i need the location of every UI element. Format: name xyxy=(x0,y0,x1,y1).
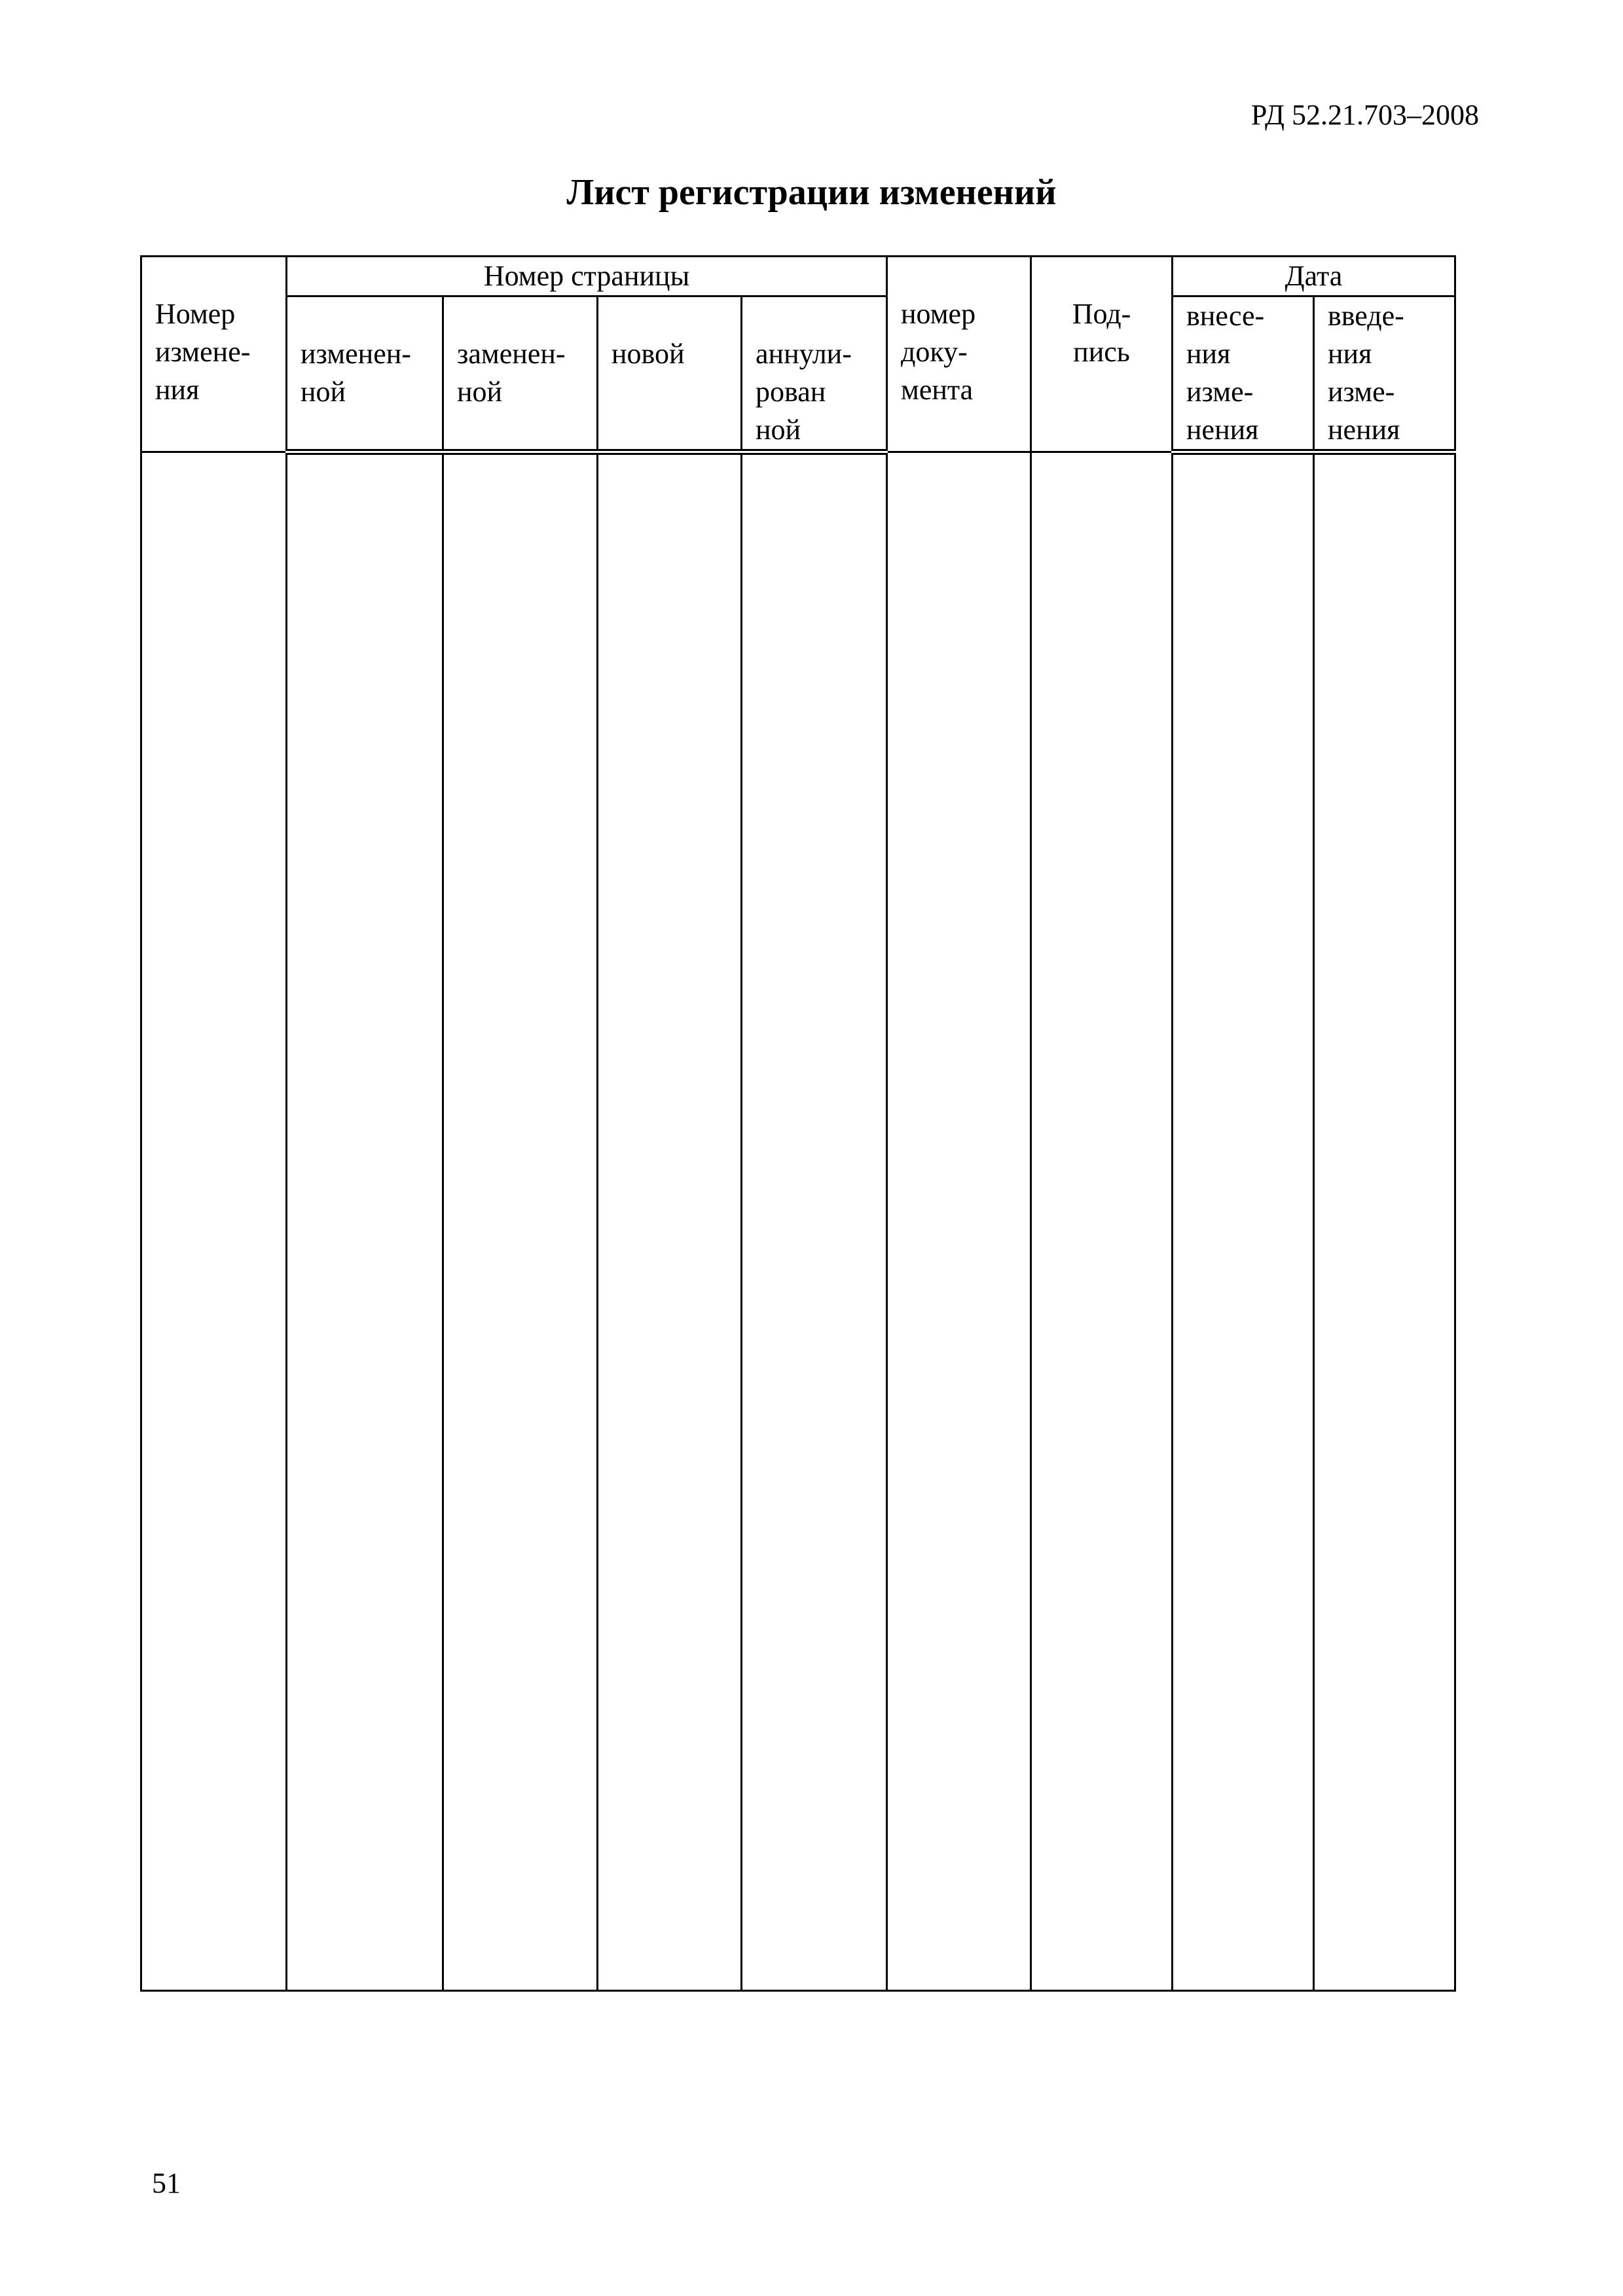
page-number: 51 xyxy=(152,2167,181,2199)
body-cell-changed-page xyxy=(287,452,443,1991)
body-cell-replaced-page xyxy=(443,452,598,1991)
header-date-effective: введе- ния изме- нения xyxy=(1314,296,1455,452)
body-cell-new-page xyxy=(598,452,742,1991)
header-cancelled-page: аннули- рован ной xyxy=(742,296,887,452)
body-cell-signature xyxy=(1031,452,1173,1991)
body-cell-cancelled-page xyxy=(742,452,887,1991)
header-changed-page: изменен- ной xyxy=(287,296,443,452)
header-change-number: Номер измене- ния xyxy=(141,257,287,452)
header-page-number-group: Номер страницы xyxy=(287,257,887,296)
change-registration-table xyxy=(140,255,1456,1992)
body-cell-change-number xyxy=(141,452,287,1991)
header-date-group: Дата xyxy=(1173,257,1455,296)
body-cell-document-number xyxy=(887,452,1031,1991)
body-cell-date-effective xyxy=(1314,452,1455,1991)
page-title: Лист регистрации изменений xyxy=(566,172,1057,213)
header-signature: Под- пись xyxy=(1031,257,1173,452)
body-cell-date-entry xyxy=(1173,452,1314,1991)
header-date-entry: внесе- ния изме- нения xyxy=(1173,296,1314,452)
header-replaced-page: заменен- ной xyxy=(443,296,598,452)
header-document-number: номер доку- мента xyxy=(887,257,1031,452)
document-code: РД 52.21.703–2008 xyxy=(1250,99,1479,131)
header-new-page: новой xyxy=(598,296,742,452)
